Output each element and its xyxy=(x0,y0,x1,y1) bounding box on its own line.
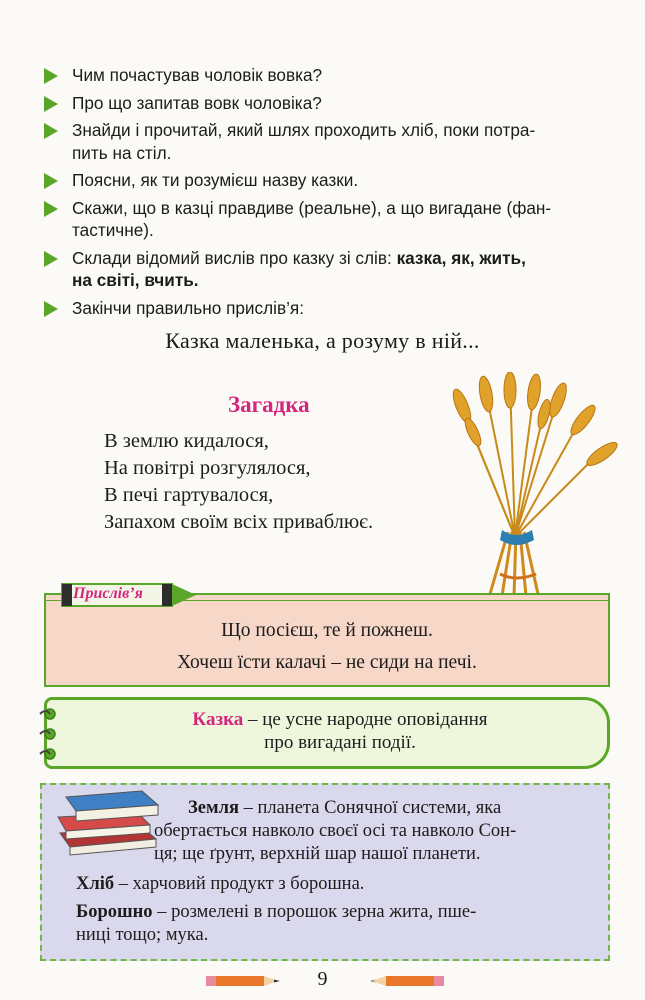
question-item xyxy=(44,297,614,320)
proverbs-label: Прислів’я xyxy=(73,585,143,602)
question-bold-words-cont: на світі, вчить. xyxy=(72,270,199,290)
definition-body: – це усне народне оповідання xyxy=(243,709,488,730)
proverb-line: Що посієш, те й пожнеш. xyxy=(221,620,433,641)
proverb-prompt: Казка маленька, а розуму в ній... xyxy=(165,328,480,353)
riddle-text xyxy=(104,428,373,536)
question-text: Поясни, як ти розумієш назву казки. xyxy=(72,170,359,190)
question-item xyxy=(44,247,614,292)
question-item xyxy=(44,119,614,164)
glossary-term: Земля xyxy=(188,798,239,818)
glossary-entry-zemlia xyxy=(188,797,592,820)
glossary-text-line: обертається навколо своєї осі та навколо Сон- xyxy=(154,821,517,841)
question-text: Закінчи правильно прислів’я: xyxy=(72,297,305,318)
glossary-text-line: ниці тощо; мука. xyxy=(76,925,209,945)
glossary-text: – харчовий продукт з борошна. xyxy=(114,874,365,894)
question-text: Знайди і прочитай, який шлях проходить хліб, поки потра- xyxy=(72,120,536,140)
definition-term: Казка xyxy=(192,709,244,730)
question-item xyxy=(44,197,614,242)
riddle-title: Загадка xyxy=(228,392,310,417)
glossary-term: Борошно xyxy=(76,902,153,922)
definition-body-cont: про вигадані події. xyxy=(264,732,416,753)
glossary-text: – розмелені в порошок зерна жита, пше- xyxy=(152,902,477,922)
question-text: Чим почастував чоловік вовка? xyxy=(72,65,323,85)
question-text: Скажи, що в казці правдиве (реальне), а що вигадане (фан- xyxy=(72,197,552,218)
green-triangle-icon xyxy=(44,68,58,84)
green-triangle-icon xyxy=(44,96,58,112)
green-triangle-icon xyxy=(44,123,58,139)
glossary-entry-khlib xyxy=(76,873,596,896)
riddle-line: Запахом своїм всіх приваблює. xyxy=(104,511,374,533)
riddle-line: В печі гартувалося, xyxy=(104,484,274,506)
wheat-sheaf-illustration xyxy=(440,372,630,602)
pencil-right-icon xyxy=(368,973,446,989)
glossary-entry-boroshno xyxy=(76,901,596,924)
notebook-rings-icon xyxy=(36,704,60,764)
glossary-term: Хліб xyxy=(76,874,115,894)
page-number: 9 xyxy=(317,968,328,990)
question-item xyxy=(44,169,614,192)
green-triangle-icon xyxy=(44,201,58,217)
question-item xyxy=(44,64,614,87)
riddle-line: В землю кидалося, xyxy=(104,430,269,452)
proverb-line: Хочеш їсти калачі – не сиди на печі. xyxy=(177,652,477,673)
green-triangle-icon xyxy=(44,301,58,317)
question-text: Склади відомий вислів про казку зі слів: xyxy=(72,247,397,268)
books-icon xyxy=(46,787,170,857)
green-triangle-icon xyxy=(44,173,58,189)
glossary-text: – планета Сонячної системи, яка xyxy=(238,798,502,818)
question-item xyxy=(44,92,614,115)
riddle-line: На повітрі розгулялося, xyxy=(104,457,311,479)
definition-text xyxy=(100,708,580,754)
question-text-cont: пить на стіл. xyxy=(72,142,172,163)
green-triangle-icon xyxy=(44,251,58,267)
glossary-text-line: ця; ще ґрунт, верхній шар нашої планети. xyxy=(154,844,481,864)
question-text-cont: тастичне). xyxy=(72,220,154,240)
questions-list xyxy=(44,64,614,324)
question-text: Про що запитав вовк чоловіка? xyxy=(72,92,322,113)
question-bold-words: казка, як, жить, xyxy=(396,247,526,268)
